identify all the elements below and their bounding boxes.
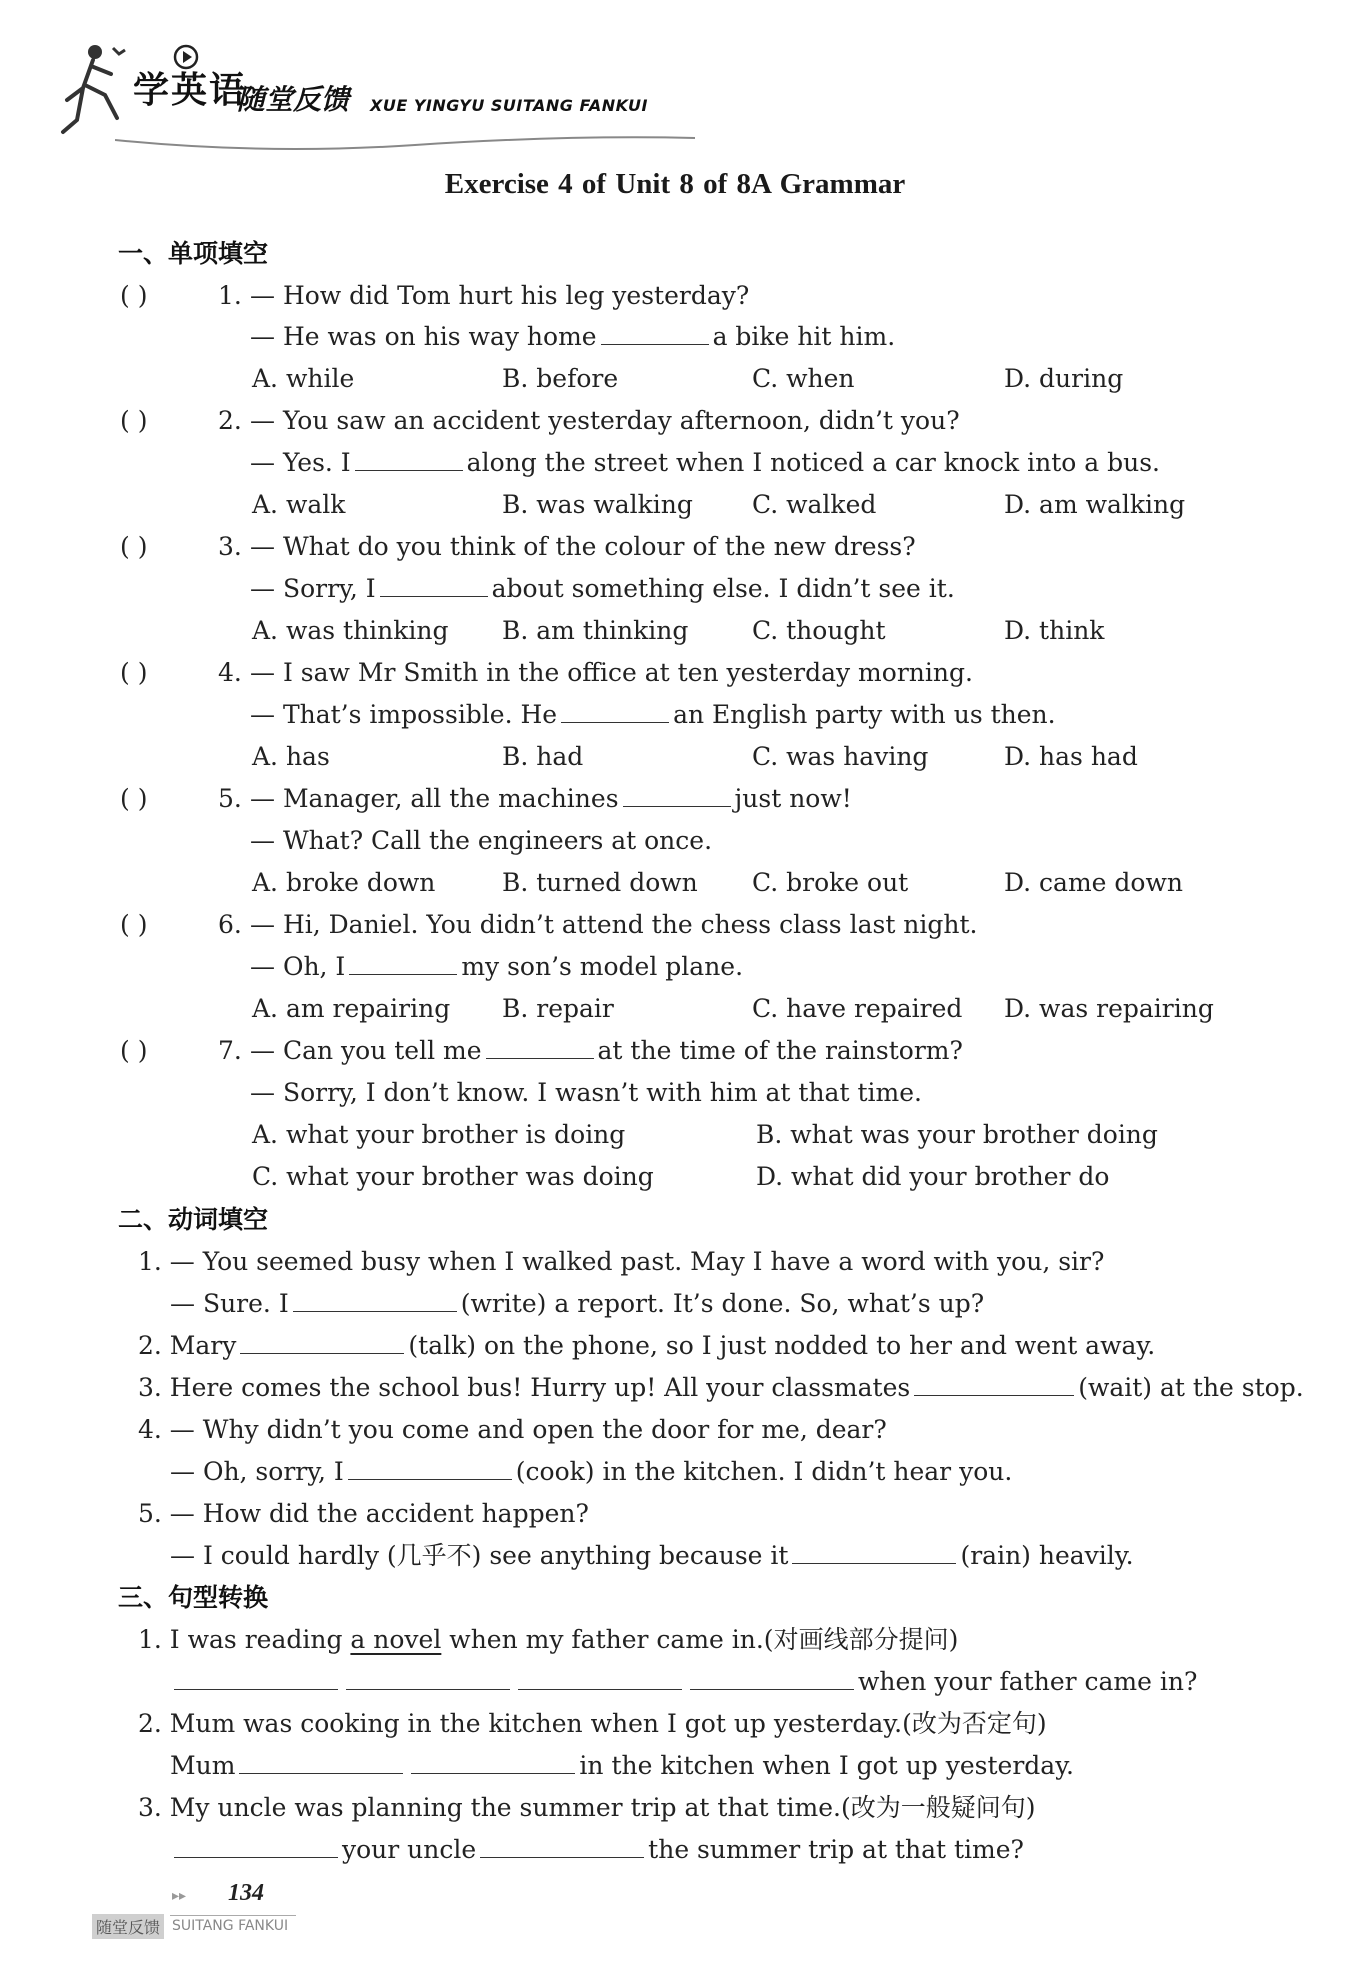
transform-answer-3 <box>170 1834 1024 1866</box>
answer-blank[interactable] <box>380 574 488 597</box>
option-a: A. am repairing <box>252 994 451 1023</box>
fill-question-5: 5. — How did the accident happen? <box>138 1499 589 1528</box>
question-number: 6. <box>218 910 242 939</box>
question-text-part: 3. Here comes the school bus! Hurry up! All your classmates <box>138 1373 911 1402</box>
option-b: B. what was your brother doing <box>756 1120 1158 1149</box>
question-text: — What do you think of the colour of the new dress? <box>250 532 916 561</box>
option-d: D. was repairing <box>1004 994 1214 1023</box>
option-b: B. turned down <box>502 868 698 897</box>
response-text: — Sure. I <box>170 1289 289 1318</box>
response-text: about something else. I didn’t see it. <box>491 574 955 603</box>
answer-blank[interactable] <box>293 1289 457 1312</box>
answer-paren[interactable]: ( ) <box>120 406 148 435</box>
answer-paren[interactable]: ( ) <box>120 281 148 310</box>
response-text: — Oh, sorry, I <box>170 1457 344 1486</box>
fill-question-3 <box>138 1372 1304 1404</box>
question-response <box>250 321 895 353</box>
option-a: A. walk <box>252 490 346 519</box>
answer-paren[interactable]: ( ) <box>120 532 148 561</box>
option-c: C. thought <box>752 616 886 645</box>
answer-blank[interactable] <box>601 322 709 345</box>
question-response <box>250 447 1160 479</box>
answer-text: when your father came in? <box>858 1667 1198 1696</box>
answer-blank[interactable] <box>690 1667 854 1690</box>
option-b: B. had <box>502 742 584 771</box>
page-arrow-icon: ▸▸ <box>172 1888 187 1904</box>
question-response <box>250 573 955 605</box>
option-b: B. before <box>502 364 619 393</box>
option-b: B. was walking <box>502 490 693 519</box>
option-d: D. came down <box>1004 868 1183 897</box>
fill-question-4-response <box>170 1456 1012 1488</box>
response-text: — Yes. I <box>250 448 351 477</box>
response-text: — Oh, I <box>250 952 346 981</box>
answer-blank[interactable] <box>561 700 669 723</box>
option-d: D. during <box>1004 364 1124 393</box>
response-text: a bike hit him. <box>712 322 896 351</box>
swoosh-decoration <box>115 110 695 150</box>
answer-blank[interactable] <box>355 448 463 471</box>
question-number: 4. <box>218 658 242 687</box>
answer-blank[interactable] <box>174 1835 338 1858</box>
response-text: — I could hardly (几乎不) see anything because it <box>170 1541 789 1570</box>
answer-text: the summer trip at that time? <box>648 1835 1024 1864</box>
option-a: A. what your brother is doing <box>252 1120 626 1149</box>
question-text-part: at the time of the rainstorm? <box>597 1036 963 1065</box>
section-heading-1: 一、单项填空 <box>118 239 269 268</box>
response-text: along the street when I noticed a car knock into a bus. <box>466 448 1161 477</box>
question-text <box>250 1035 963 1067</box>
response-text: an English party with us then. <box>673 700 1056 729</box>
question-text: — How did Tom hurt his leg yesterday? <box>250 281 750 310</box>
question-number: 7. <box>218 1036 242 1065</box>
question-response <box>250 951 743 983</box>
option-a: A. while <box>252 364 355 393</box>
question-text: — You saw an accident yesterday afternoon, didn’t you? <box>250 406 960 435</box>
option-a: A. has <box>252 742 330 771</box>
fill-question-2 <box>138 1330 1155 1362</box>
answer-text: Mum <box>170 1751 236 1780</box>
question-text-part: — Manager, all the machines <box>250 784 619 813</box>
answer-blank[interactable] <box>174 1667 338 1690</box>
answer-paren[interactable]: ( ) <box>120 1036 148 1065</box>
answer-blank[interactable] <box>623 784 731 807</box>
answer-blank[interactable] <box>239 1751 403 1774</box>
question-number: 1. <box>218 281 242 310</box>
response-text: my son’s model plane. <box>461 952 744 981</box>
question-text-part: 2. Mary <box>138 1331 237 1360</box>
answer-blank[interactable] <box>480 1835 644 1858</box>
option-d: D. am walking <box>1004 490 1186 519</box>
transform-question-2: 2. Mum was cooking in the kitchen when I got up yesterday.(改为否定句) <box>138 1709 1047 1738</box>
fill-question-1: 1. — You seemed busy when I walked past. May I have a word with you, sir? <box>138 1247 1105 1276</box>
question-text-part: 1. I was reading <box>138 1625 343 1654</box>
question-text-part: — Can you tell me <box>250 1036 482 1065</box>
response-text: — That’s impossible. He <box>250 700 558 729</box>
question-text-part: (talk) on the phone, so I just nodded to her and went away. <box>408 1331 1156 1360</box>
question-number: 2. <box>218 406 242 435</box>
question-response: — What? Call the engineers at once. <box>250 826 713 855</box>
page-number: 134 <box>228 1880 264 1906</box>
option-d: D. think <box>1004 616 1105 645</box>
footer-tag: 随堂反馈 <box>92 1914 164 1939</box>
response-text: (cook) in the kitchen. I didn’t hear you. <box>515 1457 1013 1486</box>
footer-tag-english: SUITANG FANKUI <box>172 1918 289 1934</box>
footer-divider <box>170 1915 296 1916</box>
transform-answer-1 <box>170 1666 1197 1698</box>
response-text: (rain) heavily. <box>960 1541 1134 1570</box>
option-a: A. was thinking <box>252 616 449 645</box>
option-d: D. has had <box>1004 742 1138 771</box>
option-c: C. when <box>752 364 855 393</box>
section-heading-2: 二、动词填空 <box>118 1205 269 1234</box>
brand-chinese-sub: 随堂反馈 <box>237 83 350 116</box>
answer-blank[interactable] <box>240 1331 404 1354</box>
transform-answer-2 <box>170 1750 1074 1782</box>
response-text: (write) a report. It’s done. So, what’s up? <box>460 1289 985 1318</box>
question-text-part: when my father came in.(对画线部分提问) <box>449 1625 959 1654</box>
transform-question-3: 3. My uncle was planning the summer trip at that time.(改为一般疑问句) <box>138 1793 1036 1822</box>
fill-question-1-response <box>170 1288 984 1320</box>
answer-blank[interactable] <box>349 952 457 975</box>
question-response <box>250 699 1056 731</box>
answer-text: your uncle <box>342 1835 477 1864</box>
answer-blank[interactable] <box>914 1373 1074 1396</box>
section-heading-3: 三、句型转换 <box>118 1583 269 1612</box>
question-text: — Hi, Daniel. You didn’t attend the chess class last night. <box>250 910 978 939</box>
question-text-part: just now! <box>734 784 852 813</box>
option-c: C. walked <box>752 490 877 519</box>
option-a: A. broke down <box>252 868 436 897</box>
option-c: C. what your brother was doing <box>252 1162 654 1191</box>
question-text <box>250 783 852 815</box>
answer-blank[interactable] <box>486 1036 594 1059</box>
transform-question-1 <box>138 1624 958 1656</box>
answer-blank[interactable] <box>518 1667 682 1690</box>
answer-blank[interactable] <box>348 1457 512 1480</box>
fill-question-4: 4. — Why didn’t you come and open the door for me, dear? <box>138 1415 887 1444</box>
brand-english: XUE YINGYU SUITANG FANKUI <box>370 96 648 115</box>
fill-question-5-response <box>170 1540 1134 1572</box>
answer-blank[interactable] <box>346 1667 510 1690</box>
question-number: 5. <box>218 784 242 813</box>
page-title: Exercise 4 of Unit 8 of 8A Grammar <box>444 168 906 200</box>
answer-paren[interactable]: ( ) <box>120 910 148 939</box>
option-b: B. am thinking <box>502 616 689 645</box>
option-c: C. have repaired <box>752 994 963 1023</box>
answer-paren[interactable]: ( ) <box>120 784 148 813</box>
option-c: C. was having <box>752 742 929 771</box>
answer-blank[interactable] <box>411 1751 575 1774</box>
question-number: 3. <box>218 532 242 561</box>
answer-text: in the kitchen when I got up yesterday. <box>579 1751 1074 1780</box>
question-response: — Sorry, I don’t know. I wasn’t with him at that time. <box>250 1078 922 1107</box>
answer-blank[interactable] <box>792 1541 956 1564</box>
option-b: B. repair <box>502 994 614 1023</box>
option-d: D. what did your brother do <box>756 1162 1110 1191</box>
question-text: — I saw Mr Smith in the office at ten yesterday morning. <box>250 658 973 687</box>
question-text-part: (wait) at the stop. <box>1078 1373 1304 1402</box>
response-text: — He was on his way home <box>250 322 597 351</box>
option-c: C. broke out <box>752 868 909 897</box>
answer-paren[interactable]: ( ) <box>120 658 148 687</box>
header-logo <box>55 40 695 140</box>
underlined-phrase: a novel <box>350 1625 442 1654</box>
response-text: — Sorry, I <box>250 574 376 603</box>
brand-chinese: 学英语 <box>133 70 248 111</box>
